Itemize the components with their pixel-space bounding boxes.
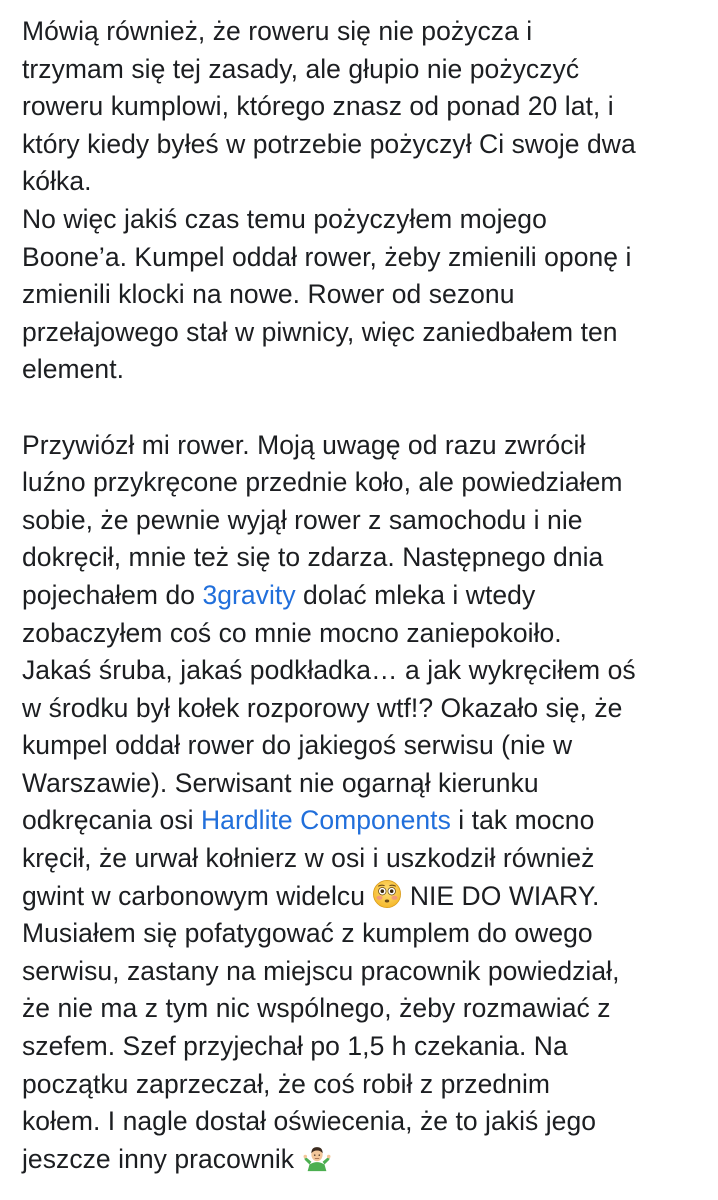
text-line: że nie ma z tym nic wspólnego, żeby rozmawiać z bbox=[22, 993, 611, 1024]
text-fragment: dolać mleka i wtedy bbox=[295, 579, 536, 610]
text-line: zobaczyłem coś co mnie mocno zaniepokoiło. bbox=[22, 617, 562, 648]
text-line: No więc jakiś czas temu pożyczyłem mojego bbox=[22, 203, 547, 234]
paragraph-gap bbox=[22, 389, 706, 427]
text-line bbox=[22, 802, 706, 840]
text-line: sobie, że pewnie wyjął rower z samochodu i nie bbox=[22, 504, 583, 535]
text-line: trzymam się tej zasady, ale głupio nie pożyczyć bbox=[22, 53, 580, 84]
text-line: luźno przykręcone przednie koło, ale powiedziałem bbox=[22, 467, 623, 498]
text-line: kręcił, że urwał kołnierz w osi i uszkodził również bbox=[22, 843, 595, 874]
text-line: serwisu, zastany na miejscu pracownik powiedział, bbox=[22, 955, 620, 986]
text-line: szefem. Szef przyjechał po 1,5 h czekania. Na bbox=[22, 1031, 568, 1062]
text-line: Mówią również, że roweru się nie pożycza i bbox=[22, 16, 533, 46]
paragraph-1 bbox=[22, 13, 706, 201]
text-line: Musiałem się pofatygować z kumplem do owego bbox=[22, 918, 593, 949]
text-fragment: i tak mocno bbox=[450, 805, 595, 836]
text-line: w środku był kołek rozporowy wtf!? Okazało się, że bbox=[22, 692, 623, 723]
text-line: zmienili klocki na nowe. Rower od sezonu bbox=[22, 279, 515, 310]
text-line: dokręcił, mnie też się to zdarza. Następnego dnia bbox=[22, 542, 604, 573]
link-3gravity[interactable]: 3gravity bbox=[202, 579, 296, 610]
text-line: Boone’a. Kumpel oddał rower, żeby zmienili oponę i bbox=[22, 241, 632, 272]
text-line: kumpel oddał rower do jakiegoś serwisu (nie w bbox=[22, 730, 573, 761]
text-line: kółka. bbox=[22, 166, 92, 197]
text-line: Jakaś śruba, jakaś podkładka… a jak wykręciłem oś bbox=[22, 655, 636, 686]
text-line bbox=[22, 1141, 706, 1179]
flushed-face-icon bbox=[372, 879, 402, 909]
text-fragment: pojechałem do bbox=[22, 579, 203, 610]
text-line: element. bbox=[22, 354, 125, 385]
text-fragment: odkręcania osi bbox=[22, 805, 201, 836]
text-line bbox=[22, 878, 706, 916]
text-line bbox=[22, 577, 706, 615]
text-fragment: gwint w carbonowym widelcu bbox=[22, 880, 373, 911]
text-line: roweru kumplowi, którego znasz od ponad 20 lat, i bbox=[22, 91, 614, 122]
link-hardlite-components[interactable]: Hardlite Components bbox=[201, 805, 451, 836]
paragraph-2 bbox=[22, 201, 706, 389]
text-line: początku zaprzeczał, że coś robił z przednim bbox=[22, 1068, 551, 1099]
text-line: który kiedy byłeś w potrzebie pożyczył Ci swoje dwa bbox=[22, 128, 636, 159]
text-line: Warszawie). Serwisant nie ogarnął kierunku bbox=[22, 767, 539, 798]
text-line: kołem. I nagle dostał oświecenia, że to jakiś jego bbox=[22, 1106, 597, 1137]
text-line: Przywiózł mi rower. Moją uwagę od razu zwrócił bbox=[22, 429, 586, 460]
text-line: przełajowego stał w piwnicy, więc zaniedbałem ten bbox=[22, 316, 618, 347]
text-fragment: jeszcze inny pracownik bbox=[22, 1143, 295, 1174]
text-fragment: NIE DO WIARY. bbox=[402, 880, 600, 911]
paragraph-3 bbox=[22, 427, 706, 1179]
person-shrugging-icon bbox=[302, 1142, 332, 1172]
